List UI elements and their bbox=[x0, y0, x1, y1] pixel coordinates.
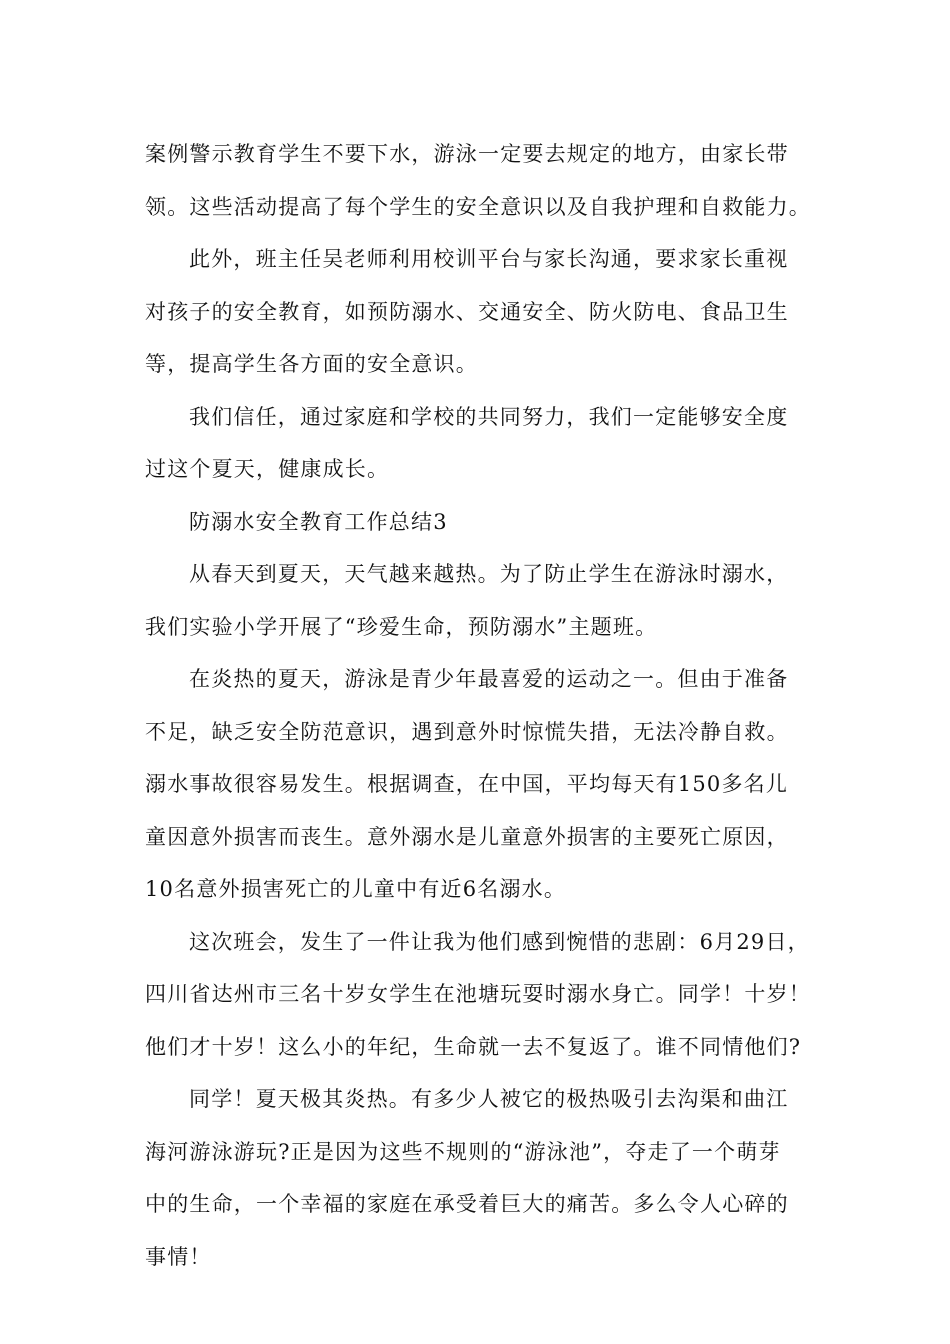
body-text-line: 海河游泳游玩?正是因为这些不规则的“游泳池”，夺走了一个萌芽 bbox=[145, 1139, 781, 1164]
section-heading: 防溺水安全教育工作总结3 bbox=[189, 509, 448, 534]
body-text-line: 四川省达州市三名十岁女学生在池塘玩耍时溺水身亡。同学！十岁！ bbox=[145, 982, 811, 1006]
body-text-line: 同学！夏天极其炎热。有多少人被它的极热吸引去沟渠和曲江 bbox=[189, 1087, 789, 1111]
body-text-line: 对孩子的安全教育，如预防溺水、交通安全、防火防电、食品卫生 bbox=[145, 299, 789, 324]
body-text-line: 过这个夏天，健康成长。 bbox=[145, 457, 390, 481]
body-text-line: 我们信任，通过家庭和学校的共同努力，我们一定能够安全度 bbox=[189, 404, 789, 429]
body-text-line: 中的生命，一个幸福的家庭在承受着巨大的痛苦。多么令人心碎的 bbox=[145, 1192, 789, 1216]
body-text-line: 溺水事故很容易发生。根据调查，在中国，平均每天有150多名儿 bbox=[145, 772, 789, 796]
body-text-line: 从春天到夏天，天气越来越热。为了防止学生在游泳时溺水， bbox=[189, 562, 789, 586]
document-body bbox=[145, 128, 825, 1283]
body-text-line: 我们实验小学开展了“珍爱生命，预防溺水”主题班。 bbox=[145, 614, 658, 639]
body-text-line: 等，提高学生各方面的安全意识。 bbox=[145, 352, 478, 376]
body-text-line: 领。这些活动提高了每个学生的安全意识以及自我护理和自救能力。 bbox=[145, 194, 811, 219]
body-text-line: 他们才十岁！这么小的年纪，生命就一去不复返了。谁不同情他们? bbox=[145, 1034, 802, 1059]
body-text-line: 不足，缺乏安全防范意识，遇到意外时惊慌失措，无法冷静自救。 bbox=[145, 719, 789, 744]
body-text-line: 10名意外损害死亡的儿童中有近6名溺水。 bbox=[145, 877, 567, 901]
body-text-line: 事情！ bbox=[145, 1244, 212, 1269]
body-text-line: 在炎热的夏天，游泳是青少年最喜爱的运动之一。但由于准备 bbox=[189, 667, 789, 691]
body-text-line: 案例警示教育学生不要下水，游泳一定要去规定的地方，由家长带 bbox=[145, 142, 789, 166]
body-text-line: 童因意外损害而丧生。意外溺水是儿童意外损害的主要死亡原因， bbox=[145, 824, 789, 849]
body-text-line: 这次班会，发生了一件让我为他们感到惋惜的悲剧：6月29日， bbox=[189, 929, 810, 954]
body-text-line: 此外，班主任吴老师利用校训平台与家长沟通，要求家长重视 bbox=[189, 247, 789, 271]
